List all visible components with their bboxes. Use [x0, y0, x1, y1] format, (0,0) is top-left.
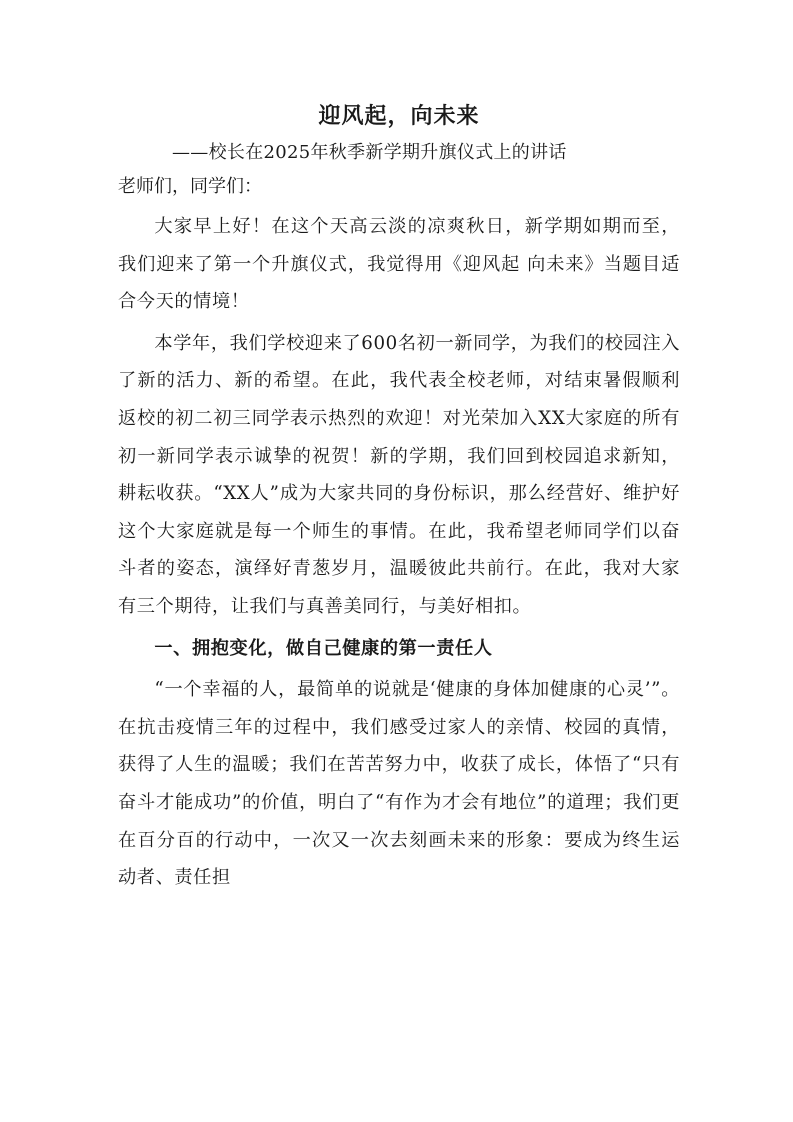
document-body [118, 100, 680, 897]
paragraph-greeting: 大家早上好！在这个天高云淡的凉爽秋日，新学期如期而至，我们迎来了第一个升旗仪式，我觉得用《迎风起 向未来》当题目适合今天的情境！ [118, 216, 680, 313]
paragraph-section-1: “一个幸福的人，最简单的说就是‘健康的身体加健康的心灵’”。在抗击疫情三年的过程中，我们感受过家人的亲情、校园的真情，获得了人生的温暖；我们在苦苦努力中，收获了成长，体悟了“只有奋斗才能成功”的价值，明白了“有作为才会有地位”的道理；我们更在百分百的行动中，一次又一次去刻画未来的形象：要成为终生运动者、责任担 [118, 679, 680, 889]
section-heading-1: 一、拥抱变化，做自己健康的第一责任人 [154, 637, 493, 659]
page-subtitle: ——校长在2025年秋季新学期升旗仪式上的讲话 [172, 142, 567, 163]
page-title: 迎风起，向未来 [318, 104, 480, 129]
salutation: 老师们，同学们： [118, 176, 262, 197]
paragraph-welcome: 本学年，我们学校迎来了600名初一新同学，为我们的校园注入了新的活力、新的希望。在此，我代表全校老师，对结束暑假顺利返校的初二初三同学表示热烈的欢迎！对光荣加入XX大家庭的所有初一新同学表示诚挚的祝贺！新的学期，我们回到校园追求新知，耕耘收获。“XX人”成为大家共同的身份标识，那么经营好、维护好这个大家庭就是每一个师生的事情。在此，我希望老师同学们以奋斗者的姿态，演绎好青葱岁月，温暖彼此共前行。在此，我对大家有三个期待，让我们与真善美同行，与美好相扣。 [118, 332, 680, 617]
